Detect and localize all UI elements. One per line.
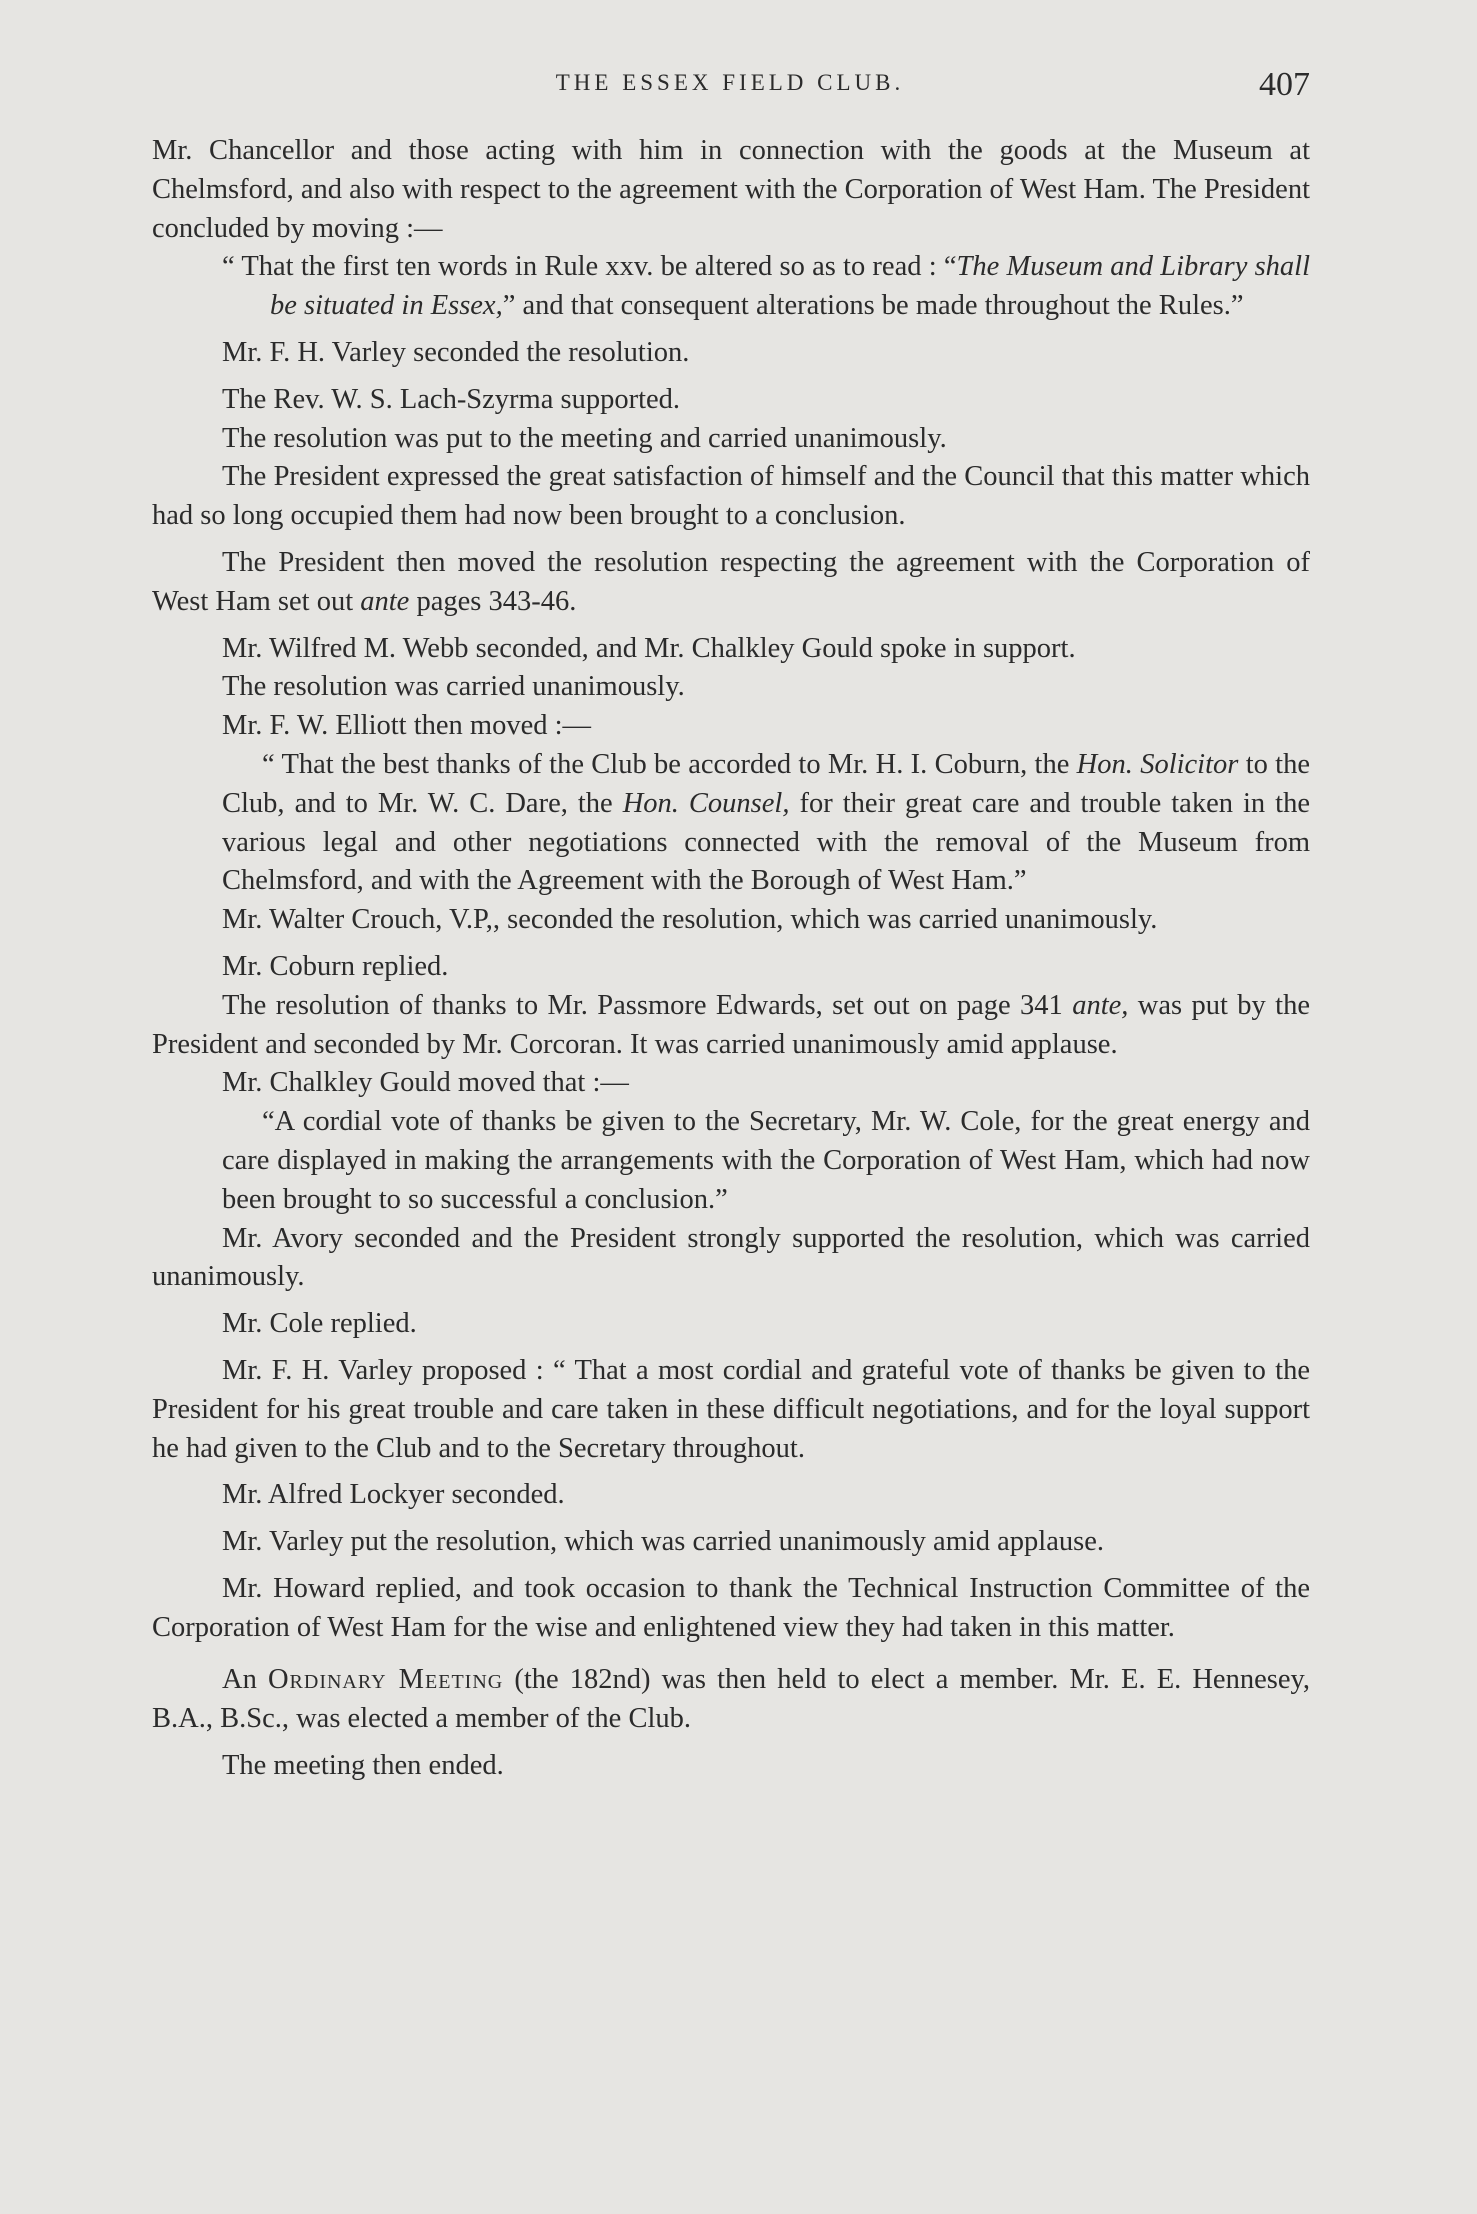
text: The President then moved the resolution respecting the agreement with the Corporation of West Ham set out: [152, 546, 1310, 617]
paragraph: Mr. Varley put the resolution, which was carried unanimously amid applause.: [222, 1526, 1104, 1558]
paragraph: [152, 544, 1310, 622]
paragraph: Mr. Chancellor and those acting with him in connection with the goods at the Museum at Chelmsford, and also with respect to the agreement with the Corporation of West Ham. The President concluded by moving :—: [152, 135, 1310, 244]
paragraph: Mr. Wilfred M. Webb seconded, and Mr. Chalkley Gould spoke in support.: [222, 632, 1076, 664]
paragraph: [152, 1661, 1310, 1739]
text: An: [222, 1664, 268, 1696]
text: (the 182nd) was then held to elect a member. Mr. E. E. Hennesey, B.A., B.Sc., was elected a member of the Club.: [152, 1664, 1310, 1735]
paragraph: Mr. F. H. Varley proposed : “ That a most cordial and grateful vote of thanks be given to the President for his great trouble and care taken in these difficult negotiations, and for the loyal support he had given to the Club and to the Secretary throughout.: [152, 1354, 1310, 1464]
paragraph: Mr. Chalkley Gould moved that :—: [222, 1067, 629, 1099]
quote-text: to the Club, and to Mr. W. C. Dare, the: [222, 748, 1311, 819]
quoted-resolution: [222, 746, 1310, 901]
paragraph: Mr. Coburn replied.: [222, 950, 449, 982]
quote-italic-text: Hon. Counsel,: [622, 787, 790, 819]
text: was put by the President and seconded by Mr. Corcoran. It was carried unanimously amid applause.: [152, 989, 1310, 1060]
small-caps-text: Ordinary Meeting: [267, 1664, 504, 1696]
italic-text: ante: [360, 585, 410, 617]
paragraph: [152, 987, 1310, 1065]
paragraph: Mr. Alfred Lockyer seconded.: [222, 1479, 565, 1511]
paragraph: Mr. Avory seconded and the President strongly supported the resolution, which was carried unanimously.: [152, 1222, 1310, 1293]
body-text: [152, 132, 1310, 1786]
paragraph: The Rev. W. S. Lach-Szyrma supported.: [222, 383, 681, 415]
text: pages 343-46.: [409, 585, 577, 617]
paragraph: Mr. F. H. Varley seconded the resolution.: [222, 336, 690, 368]
paragraph: The meeting then ended.: [222, 1750, 504, 1782]
running-title: THE ESSEX FIELD CLUB.: [555, 70, 905, 95]
paragraph: Mr. Walter Crouch, V.P,, seconded the resolution, which was carried unanimously.: [222, 904, 1158, 936]
quote-text: “ That the best thanks of the Club be accorded to Mr. H. I. Coburn, the: [262, 748, 1077, 780]
paragraph: The President expressed the great satisfaction of himself and the Council that this matter which had so long occupied them had now been brought to a conclusion.: [152, 461, 1310, 532]
quote-text: “ That the first ten words in Rule xxv. be altered so as to read : “: [222, 251, 957, 283]
quote-text: ” and that consequent alterations be made throughout the Rules.”: [502, 290, 1244, 322]
quote-text: for their great care and trouble taken in the various legal and other negotiations connected with the removal of the Museum from Chelmsford, and with the Agreement with the Borough of West Ham.”: [222, 787, 1310, 897]
paragraph: Mr. Howard replied, and took occasion to thank the Technical Instruction Committee of the Corporation of West Ham for the wise and enlightened view they had taken in this matter.: [152, 1572, 1310, 1643]
quote-italic-text: The Museum and Library shall be situated in Essex,: [270, 251, 1310, 322]
text: The resolution of thanks to Mr. Passmore Edwards, set out on page 341: [222, 989, 1073, 1021]
paragraph: The resolution was put to the meeting and carried unanimously.: [222, 422, 947, 454]
paragraph: The resolution was carried unanimously.: [222, 671, 685, 703]
quoted-resolution: “A cordial vote of thanks be given to the Secretary, Mr. W. Cole, for the great energy and care displayed in making the arrangements with the Corporation of West Ham, which had now been brought to so successful a conclusion.”: [222, 1106, 1310, 1215]
quote-italic-text: Hon. Solicitor: [1076, 748, 1239, 780]
paragraph: Mr. Cole replied.: [222, 1308, 417, 1340]
running-head: [150, 66, 1310, 106]
italic-text: ante,: [1072, 989, 1129, 1021]
quoted-resolution: [222, 248, 1310, 326]
paragraph: Mr. F. W. Elliott then moved :—: [222, 710, 592, 742]
page-number: 407: [1259, 66, 1310, 103]
